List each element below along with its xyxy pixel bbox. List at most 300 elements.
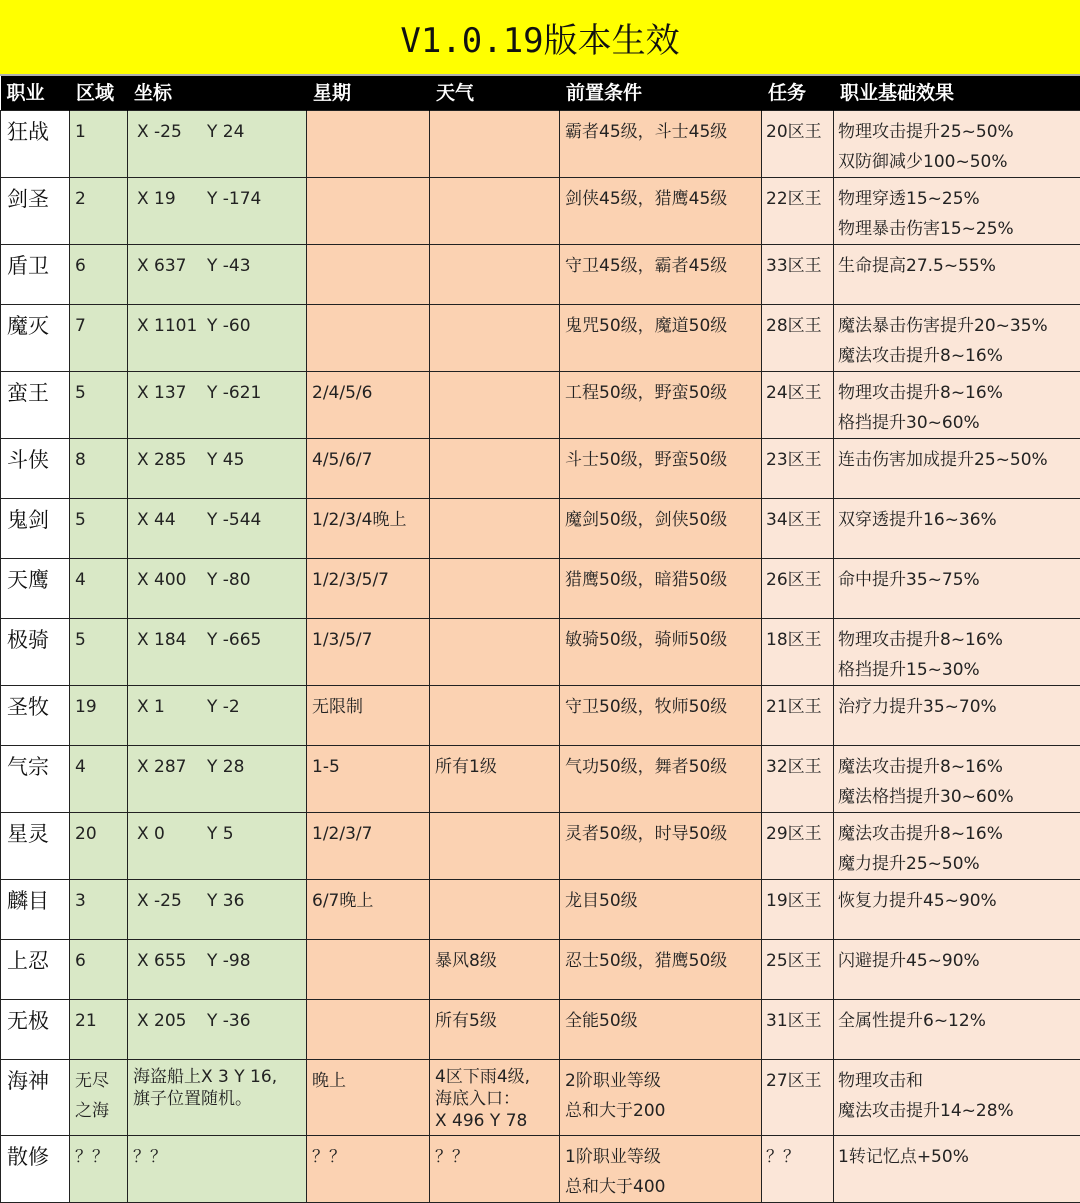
coord-value <box>133 886 306 916</box>
zone-value: 5 <box>75 505 127 535</box>
job-cell <box>1 110 70 177</box>
week-cell <box>307 438 430 498</box>
coord-y: Y -665 <box>207 625 261 655</box>
task-cell <box>762 879 834 939</box>
effect-value: 物理攻击提升8~16% <box>838 625 1080 655</box>
table-row <box>1 879 1080 939</box>
task-value: ？？ <box>766 1142 833 1172</box>
effect-value: 连击伤害加成提升25~50% <box>838 445 1080 475</box>
prereq-cell <box>560 879 762 939</box>
prereq-cell <box>560 498 762 558</box>
week-cell <box>307 110 430 177</box>
job-table <box>0 76 1080 1203</box>
coord-cell <box>128 558 307 618</box>
table-row <box>1 685 1080 745</box>
job-cell <box>1 558 70 618</box>
header-task: 任务 <box>762 76 834 110</box>
zone-value: 8 <box>75 445 127 475</box>
coord-y: Y 28 <box>207 752 244 782</box>
effect-cell <box>834 1135 1080 1202</box>
table-header-row <box>1 76 1080 110</box>
effect-value: 恢复力提升45~90% <box>838 886 1080 916</box>
coord-cell <box>128 438 307 498</box>
effect-cell <box>834 177 1080 244</box>
coord-cell <box>128 999 307 1059</box>
weather-cell <box>430 1059 560 1135</box>
coord-cell <box>128 685 307 745</box>
coord-x: X 0 <box>133 819 207 849</box>
weather-cell <box>430 939 560 999</box>
zone-cell <box>70 438 128 498</box>
coord-y: Y 5 <box>207 819 234 849</box>
coord-cell <box>128 879 307 939</box>
task-cell <box>762 939 834 999</box>
coord-x: X 655 <box>133 946 207 976</box>
coord-y: Y -98 <box>207 946 251 976</box>
job-cell <box>1 685 70 745</box>
header-weather: 天气 <box>430 76 560 110</box>
task-value: 19区王 <box>766 886 833 916</box>
task-value: 23区王 <box>766 445 833 475</box>
coord-value <box>133 625 306 655</box>
task-cell <box>762 177 834 244</box>
zone-value: 4 <box>75 752 127 782</box>
coord-y: Y 45 <box>207 445 244 475</box>
prereq-value: 灵者50级，时导50级 <box>565 819 761 849</box>
week-value: 1/2/3/7 <box>312 819 429 849</box>
coord-x: X 1 <box>133 692 207 722</box>
job-name: 上忍 <box>7 946 69 976</box>
effect-value: 格挡提升15~30% <box>838 655 1080 685</box>
zone-value: 1 <box>75 117 127 147</box>
task-cell <box>762 498 834 558</box>
effect-value: 物理暴击伤害15~25% <box>838 214 1080 244</box>
prereq-cell <box>560 618 762 685</box>
task-value: 27区王 <box>766 1066 833 1096</box>
week-value: 1/2/3/4晚上 <box>312 505 429 535</box>
prereq-cell <box>560 939 762 999</box>
task-cell <box>762 244 834 304</box>
coord-value <box>133 752 306 782</box>
prereq-value: 斗士50级，野蛮50级 <box>565 445 761 475</box>
table-row <box>1 371 1080 438</box>
zone-value: 21 <box>75 1006 127 1036</box>
coord-x: X 137 <box>133 378 207 408</box>
coord-y: Y -60 <box>207 311 251 341</box>
weather-cell <box>430 558 560 618</box>
week-value: 1/2/3/5/7 <box>312 565 429 595</box>
effect-value: 双防御减少100~50% <box>838 147 1080 177</box>
prereq-value: 工程50级，野蛮50级 <box>565 378 761 408</box>
zone-cell <box>70 304 128 371</box>
coord-cell <box>128 1135 307 1202</box>
weather-cell <box>430 812 560 879</box>
zone-value: 2 <box>75 184 127 214</box>
job-cell <box>1 371 70 438</box>
coord-value <box>133 819 306 849</box>
task-cell <box>762 438 834 498</box>
effect-cell <box>834 438 1080 498</box>
job-name: 散修 <box>7 1142 69 1172</box>
week-value: 无限制 <box>312 692 429 722</box>
prereq-value: 猎鹰50级，暗猎50级 <box>565 565 761 595</box>
prereq-cell <box>560 371 762 438</box>
header-zone: 区域 <box>70 76 128 110</box>
job-cell <box>1 304 70 371</box>
effect-value: 物理攻击提升25~50% <box>838 117 1080 147</box>
prereq-cell <box>560 438 762 498</box>
prereq-cell <box>560 244 762 304</box>
weather-cell <box>430 618 560 685</box>
coord-y: Y 24 <box>207 117 244 147</box>
week-cell <box>307 1059 430 1135</box>
task-value: 28区王 <box>766 311 833 341</box>
coord-x: X 184 <box>133 625 207 655</box>
weather-value: 海底入口： <box>435 1088 559 1110</box>
weather-cell <box>430 498 560 558</box>
weather-cell <box>430 244 560 304</box>
coord-cell <box>128 618 307 685</box>
job-cell <box>1 498 70 558</box>
week-value: 4/5/6/7 <box>312 445 429 475</box>
coord-x: X 637 <box>133 251 207 281</box>
coord-cell <box>128 812 307 879</box>
job-name: 海神 <box>7 1066 69 1096</box>
zone-cell <box>70 939 128 999</box>
weather-cell <box>430 110 560 177</box>
task-value: 29区王 <box>766 819 833 849</box>
zone-cell <box>70 745 128 812</box>
task-value: 32区王 <box>766 752 833 782</box>
task-value: 25区王 <box>766 946 833 976</box>
zone-value: 之海 <box>75 1096 127 1126</box>
job-cell <box>1 812 70 879</box>
coord-cell <box>128 498 307 558</box>
task-cell <box>762 304 834 371</box>
effect-cell <box>834 498 1080 558</box>
effect-value: 全属性提升6~12% <box>838 1006 1080 1036</box>
job-cell <box>1 999 70 1059</box>
job-name: 无极 <box>7 1006 69 1036</box>
zone-cell <box>70 110 128 177</box>
prereq-value: 剑侠45级，猎鹰45级 <box>565 184 761 214</box>
weather-cell <box>430 1135 560 1202</box>
header-prereq: 前置条件 <box>560 76 762 110</box>
effect-cell <box>834 745 1080 812</box>
coord-line: 旗子位置随机。 <box>133 1088 306 1110</box>
coord-cell <box>128 304 307 371</box>
coord-cell <box>128 110 307 177</box>
table-row <box>1 177 1080 244</box>
prereq-value: 守卫45级，霸者45级 <box>565 251 761 281</box>
job-cell <box>1 177 70 244</box>
coord-x: X 205 <box>133 1006 207 1036</box>
zone-value: 无尽 <box>75 1066 127 1096</box>
coord-value <box>133 692 306 722</box>
task-cell <box>762 110 834 177</box>
table-row <box>1 745 1080 812</box>
job-cell <box>1 438 70 498</box>
effect-cell <box>834 618 1080 685</box>
effect-cell <box>834 304 1080 371</box>
effect-value: 闪避提升45~90% <box>838 946 1080 976</box>
prereq-value: 霸者45级，斗士45级 <box>565 117 761 147</box>
table-row <box>1 498 1080 558</box>
prereq-cell <box>560 685 762 745</box>
week-value: 2/4/5/6 <box>312 378 429 408</box>
table-row <box>1 438 1080 498</box>
effect-cell <box>834 685 1080 745</box>
job-name: 气宗 <box>7 752 69 782</box>
zone-cell <box>70 812 128 879</box>
job-name: 斗侠 <box>7 445 69 475</box>
effect-value: 魔法攻击提升8~16% <box>838 341 1080 371</box>
header-job: 职业 <box>1 76 70 110</box>
coord-cell <box>128 371 307 438</box>
prereq-cell <box>560 999 762 1059</box>
week-cell <box>307 618 430 685</box>
zone-cell <box>70 244 128 304</box>
table-row <box>1 939 1080 999</box>
prereq-cell <box>560 1135 762 1202</box>
job-name: 极骑 <box>7 625 69 655</box>
zone-value: 19 <box>75 692 127 722</box>
week-value: ？？ <box>312 1142 429 1172</box>
task-value: 33区王 <box>766 251 833 281</box>
week-cell <box>307 999 430 1059</box>
coord-x: X 44 <box>133 505 207 535</box>
table-row <box>1 618 1080 685</box>
job-name: 盾卫 <box>7 251 69 281</box>
weather-cell <box>430 745 560 812</box>
effect-value: 魔力提升25~50% <box>838 849 1080 879</box>
task-cell <box>762 558 834 618</box>
prereq-value: 魔剑50级，剑侠50级 <box>565 505 761 535</box>
task-cell <box>762 812 834 879</box>
table-row <box>1 244 1080 304</box>
zone-value: 4 <box>75 565 127 595</box>
prereq-value: 全能50级 <box>565 1006 761 1036</box>
header-effect: 职业基础效果 <box>834 76 1080 110</box>
effect-value: 生命提高27.5~55% <box>838 251 1080 281</box>
week-cell <box>307 558 430 618</box>
table-row <box>1 1059 1080 1135</box>
job-name: 狂战 <box>7 117 69 147</box>
coord-y: Y -36 <box>207 1006 251 1036</box>
weather-value: ？？ <box>435 1142 559 1172</box>
week-cell <box>307 812 430 879</box>
table-row <box>1 1135 1080 1202</box>
effect-value: 魔法格挡提升30~60% <box>838 782 1080 812</box>
coord-value <box>133 505 306 535</box>
coord-x: X -25 <box>133 117 207 147</box>
task-cell <box>762 745 834 812</box>
effect-cell <box>834 879 1080 939</box>
week-cell <box>307 498 430 558</box>
week-cell <box>307 304 430 371</box>
week-cell <box>307 371 430 438</box>
effect-cell <box>834 558 1080 618</box>
weather-cell <box>430 438 560 498</box>
job-name: 麟目 <box>7 886 69 916</box>
effect-cell <box>834 244 1080 304</box>
coord-value <box>133 251 306 281</box>
weather-cell <box>430 304 560 371</box>
coord-y: Y -174 <box>207 184 261 214</box>
effect-value: 魔法暴击伤害提升20~35% <box>838 311 1080 341</box>
coord-value <box>133 184 306 214</box>
zone-cell <box>70 685 128 745</box>
coord-value <box>133 117 306 147</box>
effect-value: 魔法攻击提升8~16% <box>838 752 1080 782</box>
weather-cell <box>430 999 560 1059</box>
prereq-value: 总和大于400 <box>565 1172 761 1202</box>
weather-value: 所有5级 <box>435 1006 559 1036</box>
prereq-cell <box>560 812 762 879</box>
zone-value: 3 <box>75 886 127 916</box>
task-cell <box>762 1059 834 1135</box>
task-cell <box>762 371 834 438</box>
coord-y: Y -80 <box>207 565 251 595</box>
task-value: 20区王 <box>766 117 833 147</box>
prereq-cell <box>560 558 762 618</box>
zone-cell <box>70 558 128 618</box>
zone-cell <box>70 371 128 438</box>
coord-cell <box>128 745 307 812</box>
prereq-cell <box>560 1059 762 1135</box>
coord-value <box>133 445 306 475</box>
zone-cell <box>70 879 128 939</box>
table-row <box>1 999 1080 1059</box>
job-name: 天鹰 <box>7 565 69 595</box>
zone-value: 6 <box>75 251 127 281</box>
zone-cell <box>70 999 128 1059</box>
coord-cell <box>128 939 307 999</box>
effect-value: 双穿透提升16~36% <box>838 505 1080 535</box>
prereq-value: 1阶职业等级 <box>565 1142 761 1172</box>
job-cell <box>1 244 70 304</box>
header-week: 星期 <box>307 76 430 110</box>
job-cell <box>1 1059 70 1135</box>
week-cell <box>307 879 430 939</box>
coord-x: X 1101 <box>133 311 207 341</box>
week-value: 1-5 <box>312 752 429 782</box>
weather-value: 所有1级 <box>435 752 559 782</box>
coord-value <box>133 378 306 408</box>
weather-value: X 496 Y 78 <box>435 1110 559 1132</box>
coord-line: 海盗船上X 3 Y 16, <box>133 1066 306 1088</box>
job-cell <box>1 879 70 939</box>
coord-line: ？？ <box>133 1142 306 1172</box>
job-name: 圣牧 <box>7 692 69 722</box>
effect-value: 物理攻击提升8~16% <box>838 378 1080 408</box>
week-cell <box>307 745 430 812</box>
coord-y: Y -621 <box>207 378 261 408</box>
weather-cell <box>430 177 560 244</box>
coord-cell <box>128 1059 307 1135</box>
prereq-value: 忍士50级，猎鹰50级 <box>565 946 761 976</box>
table-row <box>1 812 1080 879</box>
week-cell <box>307 685 430 745</box>
prereq-cell <box>560 304 762 371</box>
task-value: 34区王 <box>766 505 833 535</box>
effect-value: 物理攻击和 <box>838 1066 1080 1096</box>
task-value: 31区王 <box>766 1006 833 1036</box>
effect-value: 格挡提升30~60% <box>838 408 1080 438</box>
page-title: V1.0.19版本生效 <box>0 0 1080 76</box>
zone-cell <box>70 1135 128 1202</box>
task-value: 24区王 <box>766 378 833 408</box>
job-cell <box>1 618 70 685</box>
coord-cell <box>128 244 307 304</box>
job-cell <box>1 1135 70 1202</box>
table-row <box>1 110 1080 177</box>
week-cell <box>307 1135 430 1202</box>
effect-cell <box>834 812 1080 879</box>
coord-cell <box>128 177 307 244</box>
zone-cell <box>70 1059 128 1135</box>
effect-value: 命中提升35~75% <box>838 565 1080 595</box>
prereq-cell <box>560 177 762 244</box>
week-cell <box>307 177 430 244</box>
coord-value <box>133 1006 306 1036</box>
job-name: 鬼剑 <box>7 505 69 535</box>
effect-value: 物理穿透15~25% <box>838 184 1080 214</box>
weather-value: 4区下雨4级, <box>435 1066 559 1088</box>
job-name: 蛮王 <box>7 378 69 408</box>
coord-y: Y -43 <box>207 251 251 281</box>
effect-value: 治疗力提升35~70% <box>838 692 1080 722</box>
zone-value: 6 <box>75 946 127 976</box>
weather-cell <box>430 685 560 745</box>
effect-cell <box>834 371 1080 438</box>
prereq-value: 鬼咒50级，魔道50级 <box>565 311 761 341</box>
zone-value: 5 <box>75 378 127 408</box>
effect-value: 魔法攻击提升8~16% <box>838 819 1080 849</box>
prereq-value: 守卫50级，牧师50级 <box>565 692 761 722</box>
prereq-value: 2阶职业等级 <box>565 1066 761 1096</box>
coord-y: Y -544 <box>207 505 261 535</box>
task-cell <box>762 1135 834 1202</box>
job-name: 魔灭 <box>7 311 69 341</box>
zone-value: ？？ <box>75 1142 127 1172</box>
job-cell <box>1 745 70 812</box>
prereq-value: 总和大于200 <box>565 1096 761 1126</box>
zone-value: 7 <box>75 311 127 341</box>
week-value: 1/3/5/7 <box>312 625 429 655</box>
task-value: 18区王 <box>766 625 833 655</box>
prereq-value: 龙目50级 <box>565 886 761 916</box>
week-cell <box>307 244 430 304</box>
task-cell <box>762 618 834 685</box>
coord-x: X 19 <box>133 184 207 214</box>
coord-value <box>133 946 306 976</box>
coord-x: X -25 <box>133 886 207 916</box>
effect-value: 魔法攻击提升14~28% <box>838 1096 1080 1126</box>
week-value: 6/7晚上 <box>312 886 429 916</box>
weather-cell <box>430 371 560 438</box>
effect-cell <box>834 1059 1080 1135</box>
weather-cell <box>430 879 560 939</box>
coord-x: X 285 <box>133 445 207 475</box>
zone-cell <box>70 498 128 558</box>
task-value: 26区王 <box>766 565 833 595</box>
task-cell <box>762 685 834 745</box>
effect-cell <box>834 999 1080 1059</box>
job-cell <box>1 939 70 999</box>
job-name: 星灵 <box>7 819 69 849</box>
zone-cell <box>70 618 128 685</box>
